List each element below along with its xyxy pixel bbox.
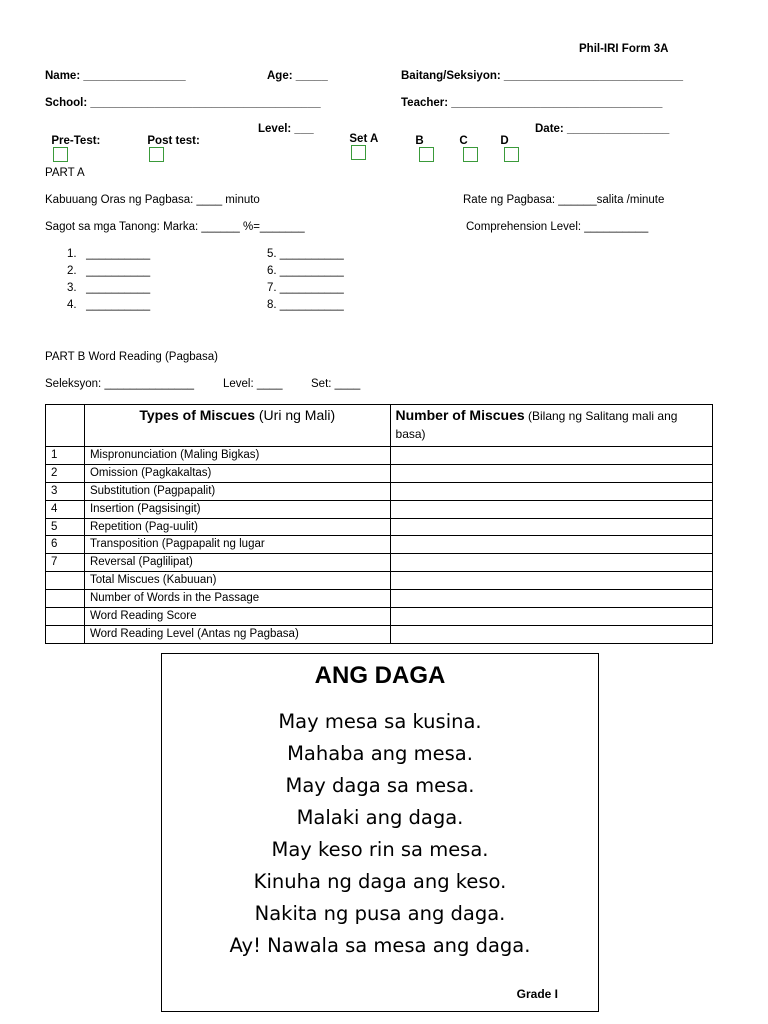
story-line: May mesa sa kusina. bbox=[278, 710, 482, 733]
pre-test-label: Pre-Test: bbox=[51, 135, 101, 147]
row-num: 3 bbox=[46, 482, 85, 500]
grade-label: Grade I bbox=[516, 987, 558, 1001]
post-test-checkbox[interactable] bbox=[149, 147, 164, 162]
answer-1[interactable]: 1. __________ bbox=[67, 248, 151, 260]
story-line: Malaki ang daga. bbox=[296, 806, 464, 829]
answer-3[interactable]: 3. __________ bbox=[67, 282, 151, 294]
post-test-option[interactable] bbox=[141, 123, 200, 162]
header-types-bold: Types of Miscues bbox=[139, 407, 255, 423]
header-num-cell bbox=[46, 405, 85, 447]
row-label: Word Reading Level (Antas ng Pagbasa) bbox=[84, 625, 390, 643]
row-label: Word Reading Score bbox=[84, 608, 390, 626]
set-a-label: Set A bbox=[349, 133, 379, 145]
pre-test-option[interactable] bbox=[45, 123, 100, 162]
row-count-cell[interactable] bbox=[390, 447, 712, 465]
story-box bbox=[161, 653, 599, 1012]
row-label: Repetition (Pag-uulit) bbox=[84, 518, 390, 536]
row-count-cell[interactable] bbox=[390, 482, 712, 500]
seleksyon-field[interactable]: Seleksyon: ______________ bbox=[45, 378, 194, 390]
answer-4[interactable]: 4. __________ bbox=[67, 299, 151, 311]
table-row bbox=[46, 500, 713, 518]
table-header-row bbox=[46, 405, 713, 447]
header-number-bold: Number of Miscues bbox=[395, 407, 525, 423]
set-b-option[interactable] bbox=[409, 123, 434, 162]
table-row bbox=[46, 572, 713, 590]
answer-5[interactable]: 5. __________ bbox=[267, 248, 344, 260]
row-count-cell[interactable] bbox=[390, 608, 712, 626]
answer-8[interactable]: 8. __________ bbox=[267, 299, 344, 311]
row-count-cell[interactable] bbox=[390, 536, 712, 554]
answer-6[interactable]: 6. __________ bbox=[267, 265, 344, 277]
row-num: 7 bbox=[46, 554, 85, 572]
comprehension-level-field[interactable]: Comprehension Level: __________ bbox=[466, 221, 649, 233]
part-b-title: PART B Word Reading (Pagbasa) bbox=[45, 351, 219, 363]
row-count-cell[interactable] bbox=[390, 554, 712, 572]
table-row bbox=[46, 447, 713, 465]
row-label: Transposition (Pagpapalit ng lugar bbox=[84, 536, 390, 554]
story-line: May daga sa mesa. bbox=[285, 774, 475, 797]
story-line: May keso rin sa mesa. bbox=[271, 838, 489, 861]
story-line: Kinuha ng daga ang keso. bbox=[253, 870, 507, 893]
row-label: Reversal (Paglilipat) bbox=[84, 554, 390, 572]
table-row bbox=[46, 536, 713, 554]
set-d-checkbox[interactable] bbox=[504, 147, 519, 162]
reading-time-field[interactable]: Kabuuang Oras ng Pagbasa: ____ minuto bbox=[45, 194, 260, 206]
set-c-option[interactable] bbox=[453, 123, 478, 162]
table-row bbox=[46, 608, 713, 626]
miscues-table bbox=[45, 404, 713, 644]
age-field[interactable]: Age: _____ bbox=[267, 70, 328, 82]
row-num: 2 bbox=[46, 464, 85, 482]
row-num: 6 bbox=[46, 536, 85, 554]
part-b-set-field[interactable]: Set: ____ bbox=[311, 378, 361, 390]
baitang-field[interactable]: Baitang/Seksiyon: ____________________________ bbox=[401, 70, 683, 82]
row-count-cell[interactable] bbox=[390, 625, 712, 643]
row-label: Mispronunciation (Maling Bigkas) bbox=[84, 447, 390, 465]
row-count-cell[interactable] bbox=[390, 572, 712, 590]
row-label: Total Miscues (Kabuuan) bbox=[84, 572, 390, 590]
row-num: 1 bbox=[46, 447, 85, 465]
table-row bbox=[46, 482, 713, 500]
reading-rate-field[interactable]: Rate ng Pagbasa: ______salita /minute bbox=[463, 194, 665, 206]
set-c-checkbox[interactable] bbox=[463, 147, 478, 162]
header-types-rest: (Uri ng Mali) bbox=[255, 407, 336, 423]
header-number-rest: (Bilang ng Salitang mali ang basa) bbox=[395, 409, 678, 441]
part-a-title: PART A bbox=[45, 167, 85, 179]
row-count-cell[interactable] bbox=[390, 464, 712, 482]
table-row bbox=[46, 625, 713, 643]
pre-test-checkbox[interactable] bbox=[53, 147, 68, 162]
part-b-level-field[interactable]: Level: ____ bbox=[223, 378, 283, 390]
name-field[interactable]: Name: ________________ bbox=[45, 70, 186, 82]
header-types-cell bbox=[84, 405, 390, 447]
post-test-label: Post test: bbox=[147, 135, 200, 147]
row-label: Omission (Pagkakaltas) bbox=[84, 464, 390, 482]
row-label: Insertion (Pagsisingit) bbox=[84, 500, 390, 518]
level-field[interactable]: Level: ___ bbox=[258, 123, 314, 135]
row-num bbox=[46, 608, 85, 626]
set-d-option[interactable] bbox=[494, 123, 519, 162]
set-b-checkbox[interactable] bbox=[419, 147, 434, 162]
teacher-field[interactable]: Teacher: _________________________________ bbox=[401, 97, 663, 109]
date-field[interactable]: Date: ________________ bbox=[535, 123, 670, 135]
story-line: Mahaba ang mesa. bbox=[287, 742, 473, 765]
answer-2[interactable]: 2. __________ bbox=[67, 265, 151, 277]
story-line: Nakita ng pusa ang daga. bbox=[254, 902, 506, 925]
header-number-cell bbox=[390, 405, 712, 447]
row-num bbox=[46, 625, 85, 643]
row-label: Substitution (Pagpapalit) bbox=[84, 482, 390, 500]
row-num bbox=[46, 590, 85, 608]
row-count-cell[interactable] bbox=[390, 590, 712, 608]
table-row bbox=[46, 590, 713, 608]
answers-score-field[interactable]: Sagot sa mga Tanong: Marka: ______ %=_______ bbox=[45, 221, 305, 233]
set-b-label: B bbox=[415, 135, 424, 147]
table-row bbox=[46, 464, 713, 482]
set-a-option[interactable] bbox=[343, 121, 378, 163]
story-text bbox=[162, 706, 598, 962]
school-field[interactable]: School: ____________________________________ bbox=[45, 97, 321, 109]
set-a-checkbox[interactable] bbox=[351, 145, 366, 160]
set-c-label: C bbox=[459, 135, 468, 147]
set-d-label: D bbox=[500, 135, 509, 147]
table-row bbox=[46, 554, 713, 572]
row-num: 5 bbox=[46, 518, 85, 536]
row-label: Number of Words in the Passage bbox=[84, 590, 390, 608]
form-id: Phil-IRI Form 3A bbox=[579, 43, 669, 55]
row-num bbox=[46, 572, 85, 590]
story-line: Ay! Nawala sa mesa ang daga. bbox=[229, 934, 531, 957]
story-title: ANG DAGA bbox=[314, 662, 446, 689]
answer-7[interactable]: 7. __________ bbox=[267, 282, 344, 294]
row-count-cell[interactable] bbox=[390, 518, 712, 536]
row-count-cell[interactable] bbox=[390, 500, 712, 518]
table-row bbox=[46, 518, 713, 536]
row-num: 4 bbox=[46, 500, 85, 518]
